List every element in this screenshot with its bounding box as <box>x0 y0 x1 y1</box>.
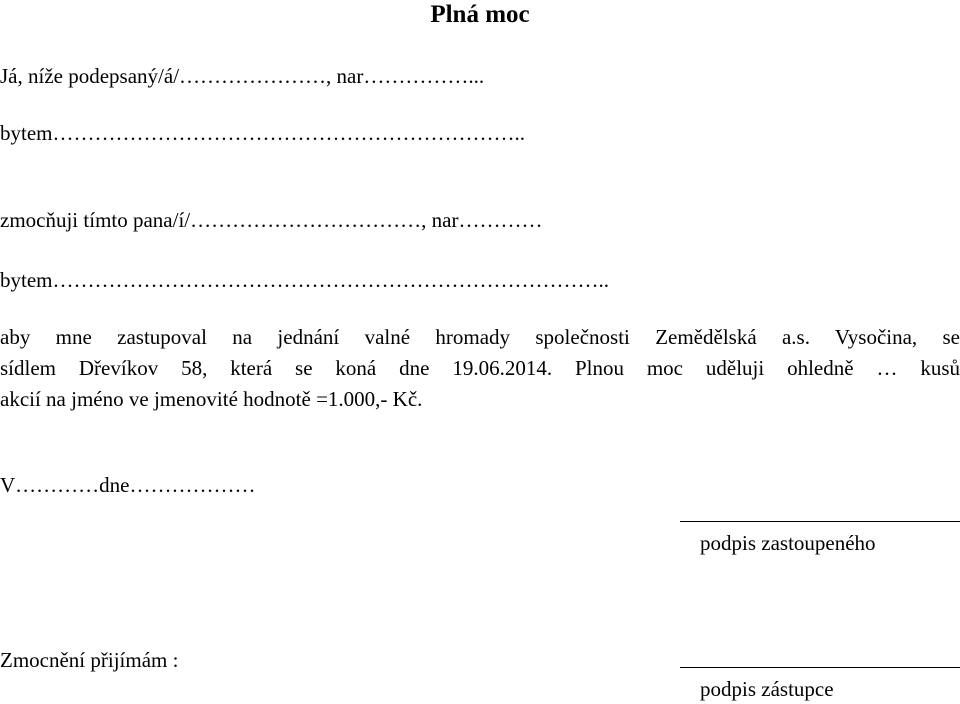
body-line-1: aby mne zastupoval na jednání valné hromady společnosti Zemědělská a.s. Vysočina, se <box>0 325 960 349</box>
body-line-3: akcií na jméno ve jmenovité hodnotě =1.000,- Kč. <box>0 387 423 411</box>
principal-name-line: Já, níže podepsaný/á/…………………, nar……………... <box>0 64 485 88</box>
body-line-2: sídlem Dřevíkov 58, která se koná dne 19.06.2014. Plnou moc uděluji ohledně … kusů <box>0 356 960 380</box>
principal-signature-label: podpis zastoupeného <box>700 531 876 555</box>
principal-address-line: bytem………………………………………………………….. <box>0 121 525 145</box>
attorney-signature-label: podpis zástupce <box>700 677 834 701</box>
attorney-signature-block <box>680 667 960 701</box>
attorney-signature-line <box>680 667 960 668</box>
attorney-name-line: zmocňuji tímto pana/í/……………………………, nar………… <box>0 208 543 232</box>
attorney-address-line: bytem…………………………………………………………………….. <box>0 268 609 292</box>
acceptance-label: Zmocnění přijímám : <box>0 648 179 672</box>
place-date-line: V…………dne……………… <box>0 473 256 497</box>
document-title: Plná moc <box>430 1 530 28</box>
principal-signature-block <box>680 521 960 555</box>
principal-signature-line <box>680 521 960 522</box>
